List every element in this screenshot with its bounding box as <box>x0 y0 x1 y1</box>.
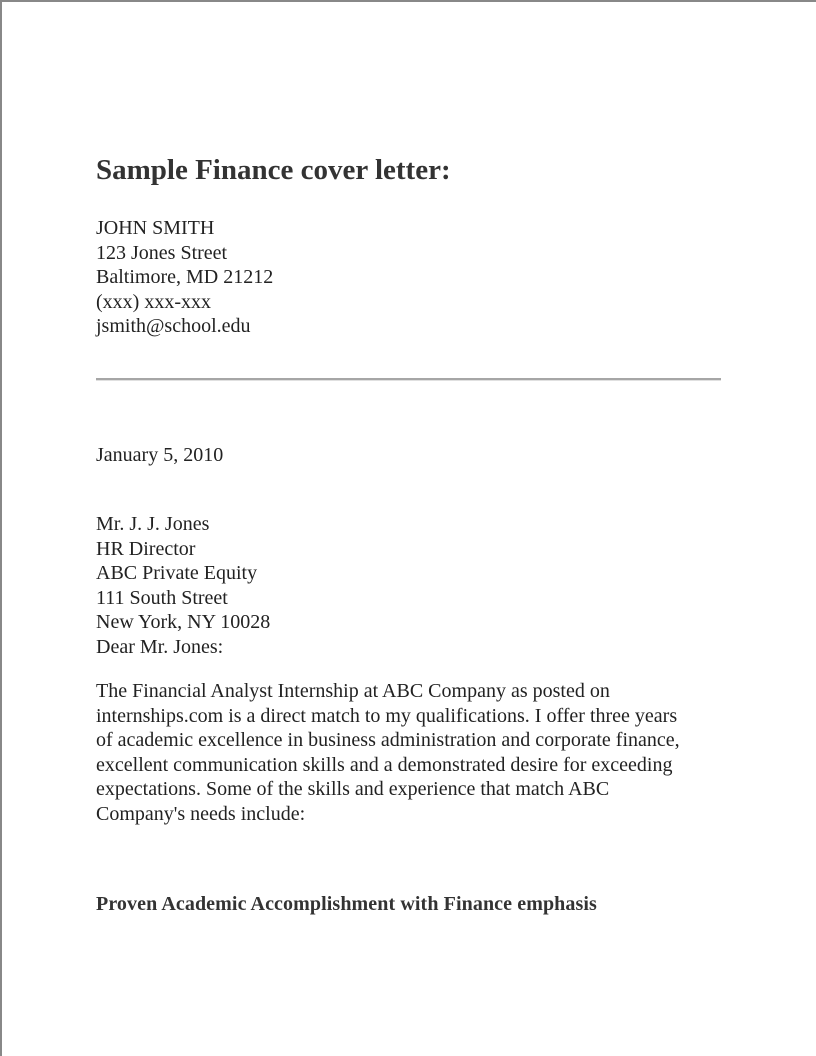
sender-city-state-zip: Baltimore, MD 21212 <box>96 266 274 288</box>
recipient-company: ABC Private Equity <box>96 562 258 584</box>
sender-street: 123 Jones Street <box>96 241 228 264</box>
body-line: The Financial Analyst Internship at ABC Company as posted on <box>96 680 610 702</box>
letter-date: January 5, 2010 <box>96 444 224 466</box>
body-line: expectations. Some of the skills and experience that match ABC <box>96 778 610 800</box>
recipient-name: Mr. J. J. Jones <box>96 513 210 535</box>
section-subheading: Proven Academic Accomplishment with Finance emphasis <box>96 893 597 915</box>
body-line: internships.com is a direct match to my qualifications. I offer three years <box>96 704 678 727</box>
recipient-street: 111 South Street <box>96 586 228 609</box>
body-line: of academic excellence in business administration and corporate finance, <box>96 729 680 751</box>
sender-name: JOHN SMITH <box>96 217 215 239</box>
document-title: Sample Finance cover letter: <box>96 154 451 186</box>
body-line: excellent communication skills and a demonstrated desire for exceeding <box>96 753 673 776</box>
sender-email: jsmith@school.edu <box>96 315 251 337</box>
recipient-title: HR Director <box>96 537 196 560</box>
recipient-address-block <box>96 512 270 659</box>
sender-phone: (xxx) xxx-xxx <box>96 290 211 313</box>
salutation: Dear Mr. Jones: <box>96 635 224 658</box>
body-paragraph <box>96 679 736 826</box>
recipient-city-state-zip: New York, NY 10028 <box>96 611 271 633</box>
body-line: Company's needs include: <box>96 802 306 825</box>
horizontal-divider <box>96 378 721 381</box>
sender-address-block <box>96 216 273 339</box>
